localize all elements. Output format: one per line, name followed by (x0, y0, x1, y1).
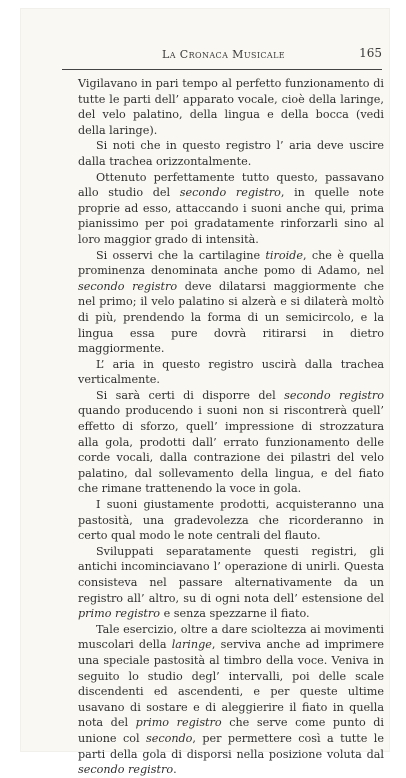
italic-term: secondo registro (78, 279, 178, 293)
italic-term: tiroide (265, 248, 303, 262)
text-run: . (173, 763, 177, 777)
paragraph (78, 497, 384, 544)
text-run: , che è quella prominenza denominata anche pomo di Adamo, nel (78, 248, 384, 278)
italic-term: secondo (145, 731, 193, 745)
text-run: Si osservi che la cartilagine (96, 248, 266, 262)
text-run: L’ aria in questo registro uscirà dalla trachea verticalmente. (78, 357, 384, 387)
paragraph (78, 76, 384, 138)
running-title: La Cronaca Musicale (162, 48, 286, 61)
italic-term: primo registro (78, 607, 161, 621)
text-run: Ottenuto perfettamente tutto questo, passavano allo studio del (78, 170, 384, 200)
italic-term: primo registro (135, 716, 222, 730)
paragraph (78, 357, 384, 388)
paragraph (78, 138, 384, 169)
text-run: quando producendo i suoni non si riscontrerà quell’ effetto di sforzo, quell’ impressione di strozzatura alla gola, prodotti dall’ errato funzionamento delle corde vocali, dalla contrazione dei pilastri del velo palatino, dal sollevamento della lingua, e del fiato che rimane trattenendo la voce in gola. (78, 404, 384, 496)
italic-term: secondo registro (179, 186, 281, 200)
paragraph (78, 544, 384, 622)
page-header (62, 46, 382, 64)
text-run: che serve come punto di unione col (78, 716, 384, 745)
text-run: Si sarà certi di disporre del (96, 388, 285, 402)
text-run: , per permettere così a tutte le parti della gola di disporsi nella posizione voluta dal (78, 731, 384, 761)
paragraph (78, 170, 384, 248)
text-run: deve dilatarsi maggiormente che nel primo; il velo palatino si alzerà e si dilaterà moltò di più, prendendo la forma di un semicircolo, e la lingua essa pure dovrà ritirarsi in dietro maggiormente. (78, 279, 384, 356)
text-run: e senza spezzarne il fiato. (160, 607, 310, 621)
page-number: 165 (359, 46, 382, 60)
text-run: I suoni giustamente prodotti, acquisteranno una pastosità, una gradevolezza che ricorderanno in certo qual modo le note centrali del flauto. (78, 498, 384, 543)
italic-term: laringe (171, 638, 212, 652)
text-run: Si noti che in questo registro l’ aria deve uscire dalla trachea orizzontalmente. (78, 139, 384, 168)
italic-term: secondo registro (284, 388, 384, 402)
paragraph (78, 622, 384, 778)
text-run: , in quelle note proprie ad esso, attaccando i suoni anche qui, prima pianissimo per poi gradatamente rinforzarli sino al loro maggior grado di intensità. (78, 186, 384, 246)
text-run: Sviluppati separatamente questi registri, gli antichi incominciavano l’ operazione di unirli. Questa consisteva nel passare alternativamente da un registro all’ altro, su di ogni nota dell’ estensione del (78, 544, 384, 605)
text-run: Tale esercizio, oltre a dare scioltezza ai movimenti muscolari della (78, 622, 384, 652)
paragraph (78, 248, 384, 357)
text-run: , serviva anche ad imprimere una speciale pastosità al timbro della voce. Veniva in seguito lo studio degl’ intervalli, poi delle scale discendenti ed ascendenti, e per queste ultime usavano di sostare e di aleggierire il fiato in quella nota del (78, 638, 385, 730)
paragraph (78, 388, 384, 497)
header-rule (62, 69, 382, 70)
body-text (78, 76, 385, 777)
italic-term: secondo registro (78, 763, 174, 777)
book-page (20, 8, 390, 777)
text-run: Vigilavano in pari tempo al perfetto funzionamento di tutte le parti dell’ apparato vocale, cioè della laringe, del velo palatino, della lingua e della bocca (vedi della laringe). (78, 77, 384, 137)
